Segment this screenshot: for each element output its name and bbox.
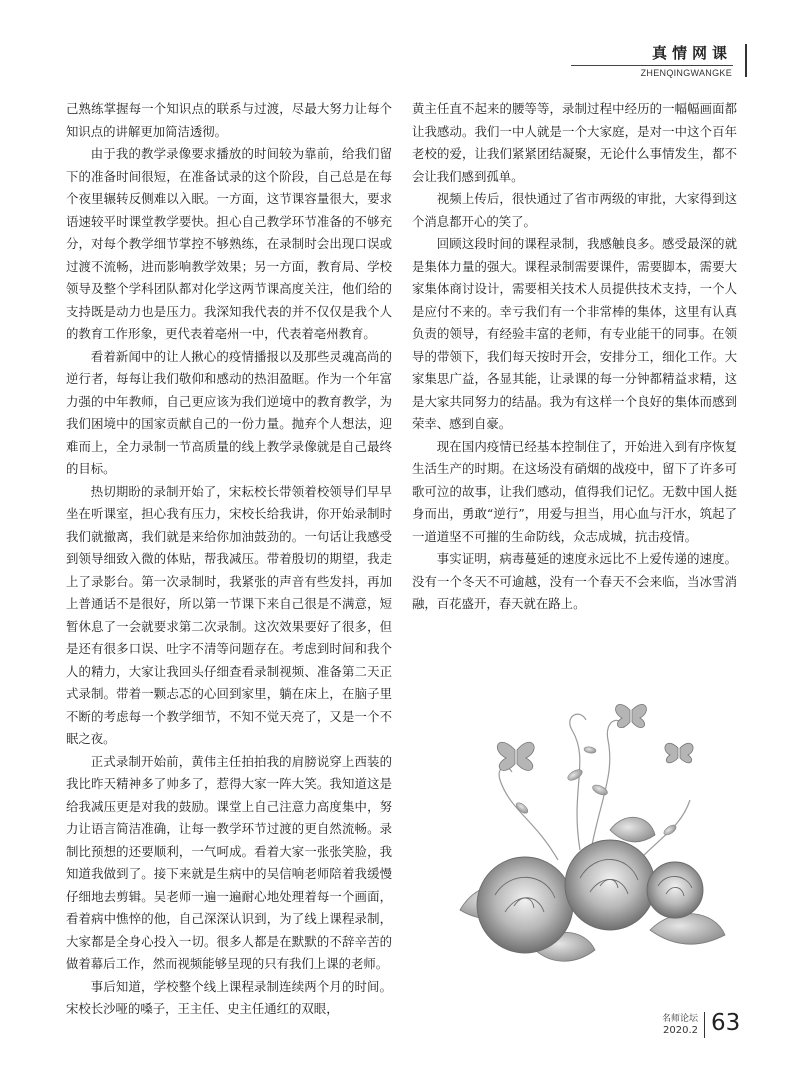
paragraph: 事实证明，病毒蔓延的速度永远比不上爱传递的速度。没有一个冬天不可逾越，没有一个春天不会来临，当冰雪消融，百花盛开，春天就在路上。 [412, 551, 737, 611]
paragraph: 由于我的教学录像要求播放的时间较为靠前，给我们留下的准备时间很短，在准备试录的这个阶段，自己总是在每个夜里辗转反侧难以入眠。一方面，这节课容量很大，要求语速较平时课堂教学要快。担心自己教学环节准备的不够充分，对每个教学细节掌控不够熟练，在录制时会出现口误或过渡不流畅，进而影响教学效果；另一方面，教育局、学校领导及整个学科团队都对化学这两节课高度关注，他们给的支持既是动力也是压力。我深知我代表的并不仅仅是我个人的教育工作形象，更代表着亳州一中，代表着亳州教育。 [66, 146, 392, 341]
roses-butterflies-icon [440, 680, 740, 980]
header-rule [571, 65, 733, 66]
section-title: 真情网课 [651, 44, 732, 62]
page-number: 63 [711, 1010, 741, 1036]
paragraph: 看着新闻中的让人揪心的疫情播报以及那些灵魂高尚的逆行者，每每让我们敬仰和感动的热泪盈眶。作为一个年富力强的中年教师，自己更应该为我们逆境中的教育教学，为我们困境中的国家贡献自己的一份力量。抛弃个人想法，迎难而上，全力录制一节高质量的线上教学录像就是自己最终的目标。 [66, 348, 392, 476]
footer-divider [704, 1012, 705, 1038]
paragraph: 现在国内疫情已经基本控制住了，开始进入到有序恢复生活生产的时期。在这场没有硝烟的战疫中，留下了许多可歌可泣的故事，让我们感动，值得我们记忆。无数中国人挺身而出，勇敢“逆行”，用爱与担当，用心血与汗水，筑起了一道道坚不可摧的生命防线，众志成城，抗击疫情。 [412, 438, 737, 544]
paragraph: 热切期盼的录制开始了，宋耘校长带领着校领导们早早坐在听课室，担心我有压力，宋校长给我讲，你开始录制时我们就撤离，我们就是来给你加油鼓劲的。一句话让我感受到领导细致入微的体贴，帮我减压。带着殷切的期望，我走上了录影台。第一次录制时，我紧张的声音有些发抖，再加上普通话不是很好，所以第一节课下来自己很是不满意，短暂休息了一会就要求第二次录制。这次效果要好了很多，但是还有很多口误、吐字不清等问题存在。考虑到时间和我个人的精力，大家让我回头仔细查看录制视频、准备第二天正式录制。带着一颗忐忑的心回到家里，躺在床上，在脑子里不断的考虑每一个教学细节，不知不觉天亮了，又是一个不眠之夜。 [66, 483, 392, 746]
paragraph: 己熟练掌握每一个知识点的联系与过渡，尽最大努力让每个知识点的讲解更加简洁透彻。 [66, 101, 392, 139]
paragraph: 视频上传后，很快通过了省市两级的审批，大家得到这个消息都开心的笑了。 [412, 191, 737, 229]
section-pinyin: ZHENQINGWANGKE [640, 68, 732, 78]
paragraph: 事后知道，学校整个线上课程录制连续两个月的时间。宋校长沙哑的嗓子，王主任、史主任通红的双眼， [66, 978, 392, 1016]
paragraph: 黄主任直不起来的腰等等，录制过程中经历的一幅幅画面都让我感动。我们一中人就是一个大家庭，是对一中这个百年老校的爱，让我们紧紧团结凝聚，无论什么事情发生，都不会让我们感到孤单。 [412, 101, 737, 184]
paragraph: 回顾这段时间的课程录制，我感触良多。感受最深的就是集体力量的强大。课程录制需要课件，需要脚本，需要大家集体商讨设计，需要相关技术人员提供技术支持，一个人是应付不来的。幸亏我们有一个非常棒的集体，这里有认真负责的领导，有经验丰富的老师，有专业能干的同事。在领导的带领下，我们每天按时开会，安排分工，细化工作。大家集思广益，各显其能，让录课的每一分钟都精益求精，这是大家共同努力的结晶。我为有这样一个良好的集体而感到荣幸、感到自豪。 [412, 236, 737, 431]
paragraph: 正式录制开始前，黄伟主任拍拍我的肩膀说穿上西装的我比昨天精神多了帅多了，惹得大家一阵大笑。我知道这是给我减压更是对我的鼓励。课堂上自己注意力高度集中，努力让语言简洁准确，让每一教学环节过渡的更自然流畅。录制比预想的还要顺利，一气呵成。看着大家一张张笑脸，我知道我做到了。接下来就是生病中的吴信响老师陪着我缓慢仔细地去剪辑。吴老师一遍一遍耐心地处理着每一个画面，看着病中憔悴的他，自己深深认识到，为了线上课程录制，大家都是全身心投入一切。很多人都是在默默的不辞辛苦的做着幕后工作，然而视频能够呈现的只有我们上课的老师。 [66, 753, 392, 971]
header-bar [745, 44, 747, 77]
issue-number: 2020.2 [663, 1025, 698, 1036]
butterfly-icon [497, 704, 693, 770]
left-column [66, 98, 392, 1016]
journal-name: 名师论坛 [661, 1014, 698, 1024]
right-column [412, 98, 737, 618]
